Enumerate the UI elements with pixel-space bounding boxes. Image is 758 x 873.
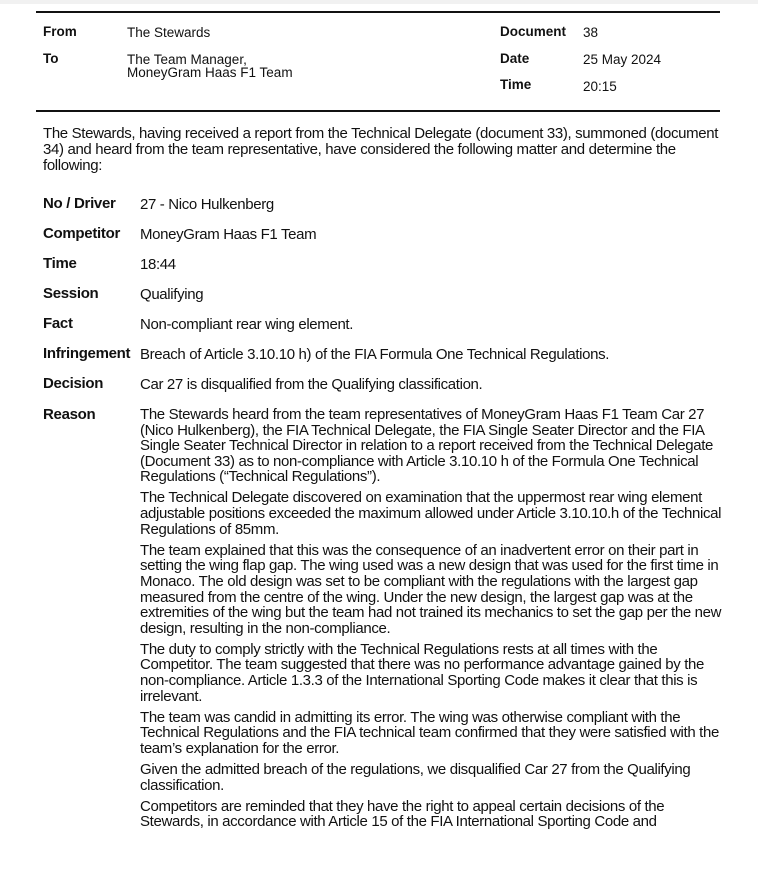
time-label: Time xyxy=(500,77,532,92)
date-label: Date xyxy=(500,51,530,66)
decision-value: Car 27 is disqualified from the Qualifying classification. xyxy=(140,376,483,393)
header-bottom-rule xyxy=(36,110,720,112)
fact-value: Non-compliant rear wing element. xyxy=(140,316,354,333)
top-edge xyxy=(0,0,758,4)
decision-label: Decision xyxy=(43,375,104,392)
time-value: 20:15 xyxy=(583,79,617,94)
reason-paragraph: The Technical Delegate discovered on examination that the uppermost rear wing element adjustable positions exceeded the maximum allowed under Article 3.10.10.h of the Technical Regulations of 85mm. xyxy=(140,489,722,538)
reason-paragraph: The duty to comply strictly with the Technical Regulations rests at all times with the Competitor. The team suggested that there was no performance advantage gained by the non-compliance. Article 1.3.3 of the International Sporting Code makes it clear that this is irrelevant. xyxy=(140,640,705,705)
reason-paragraph: Given the admitted breach of the regulations, we disqualified Car 27 from the Qualifying classification. xyxy=(140,760,691,794)
to-value-line1: The Team Manager, xyxy=(127,52,247,67)
competitor-value: MoneyGram Haas F1 Team xyxy=(140,226,317,243)
incident-time-value: 18:44 xyxy=(140,256,176,273)
reason-paragraph: The Stewards heard from the team representatives of MoneyGram Haas F1 Team Car 27 (Nico Hulkenberg), the FIA Technical Delegate, the FIA Single Seater Director and the FIA Single Seater Technical Director in relation to a report received from the Technical Delegate (Document 33) as to non-compliance with Article 3.10.10 h of the Formula One Technical Regulations (“Technical Regulations”). xyxy=(140,406,714,486)
infringement-label: Infringement xyxy=(43,345,131,362)
from-value: The Stewards xyxy=(127,25,211,40)
header-top-rule xyxy=(36,11,720,13)
driver-label: No / Driver xyxy=(43,195,116,212)
driver-value: 27 - Nico Hulkenberg xyxy=(140,196,274,213)
document-label: Document xyxy=(500,24,567,39)
to-label: To xyxy=(43,51,59,66)
document-number: 38 xyxy=(583,25,599,40)
session-value: Qualifying xyxy=(140,286,204,303)
reason-paragraph: The team was candid in admitting its error. The wing was otherwise compliant with the Technical Regulations and the FIA technical team confirmed that they were satisfied with the team’s explanation for the error. xyxy=(140,708,719,757)
from-label: From xyxy=(43,24,77,39)
incident-time-label: Time xyxy=(43,255,77,272)
date-value: 25 May 2024 xyxy=(583,52,662,67)
to-value-line2: MoneyGram Haas F1 Team xyxy=(127,65,293,80)
reason-label: Reason xyxy=(43,406,96,423)
infringement-value: Breach of Article 3.10.10 h) of the FIA Formula One Technical Regulations. xyxy=(140,346,610,363)
intro-paragraph: The Stewards, having received a report from the Technical Delegate (document 33), summoned (document 34) and heard from the team representative, have considered the following matter and determine the following: xyxy=(43,125,719,174)
reason-body xyxy=(140,407,730,835)
fact-label: Fact xyxy=(43,315,73,332)
reason-paragraph: Competitors are reminded that they have the right to appeal certain decisions of the Stewards, in accordance with Article 15 of the FIA International Sporting Code and xyxy=(140,797,665,831)
session-label: Session xyxy=(43,285,99,302)
competitor-label: Competitor xyxy=(43,225,120,242)
reason-paragraph: The team explained that this was the consequence of an inadvertent error on their part in setting the wing flap gap. The wing used was a new design that was used for the first time in Monaco. The old design was set to be compliant with the regulations with the largest gap measured from the centre of the wing. Under the new design, the largest gap was at the extremities of the wing but the team had not trained its mechanics to set the gap per the new design, resulting in the non-compliance. xyxy=(140,541,722,637)
